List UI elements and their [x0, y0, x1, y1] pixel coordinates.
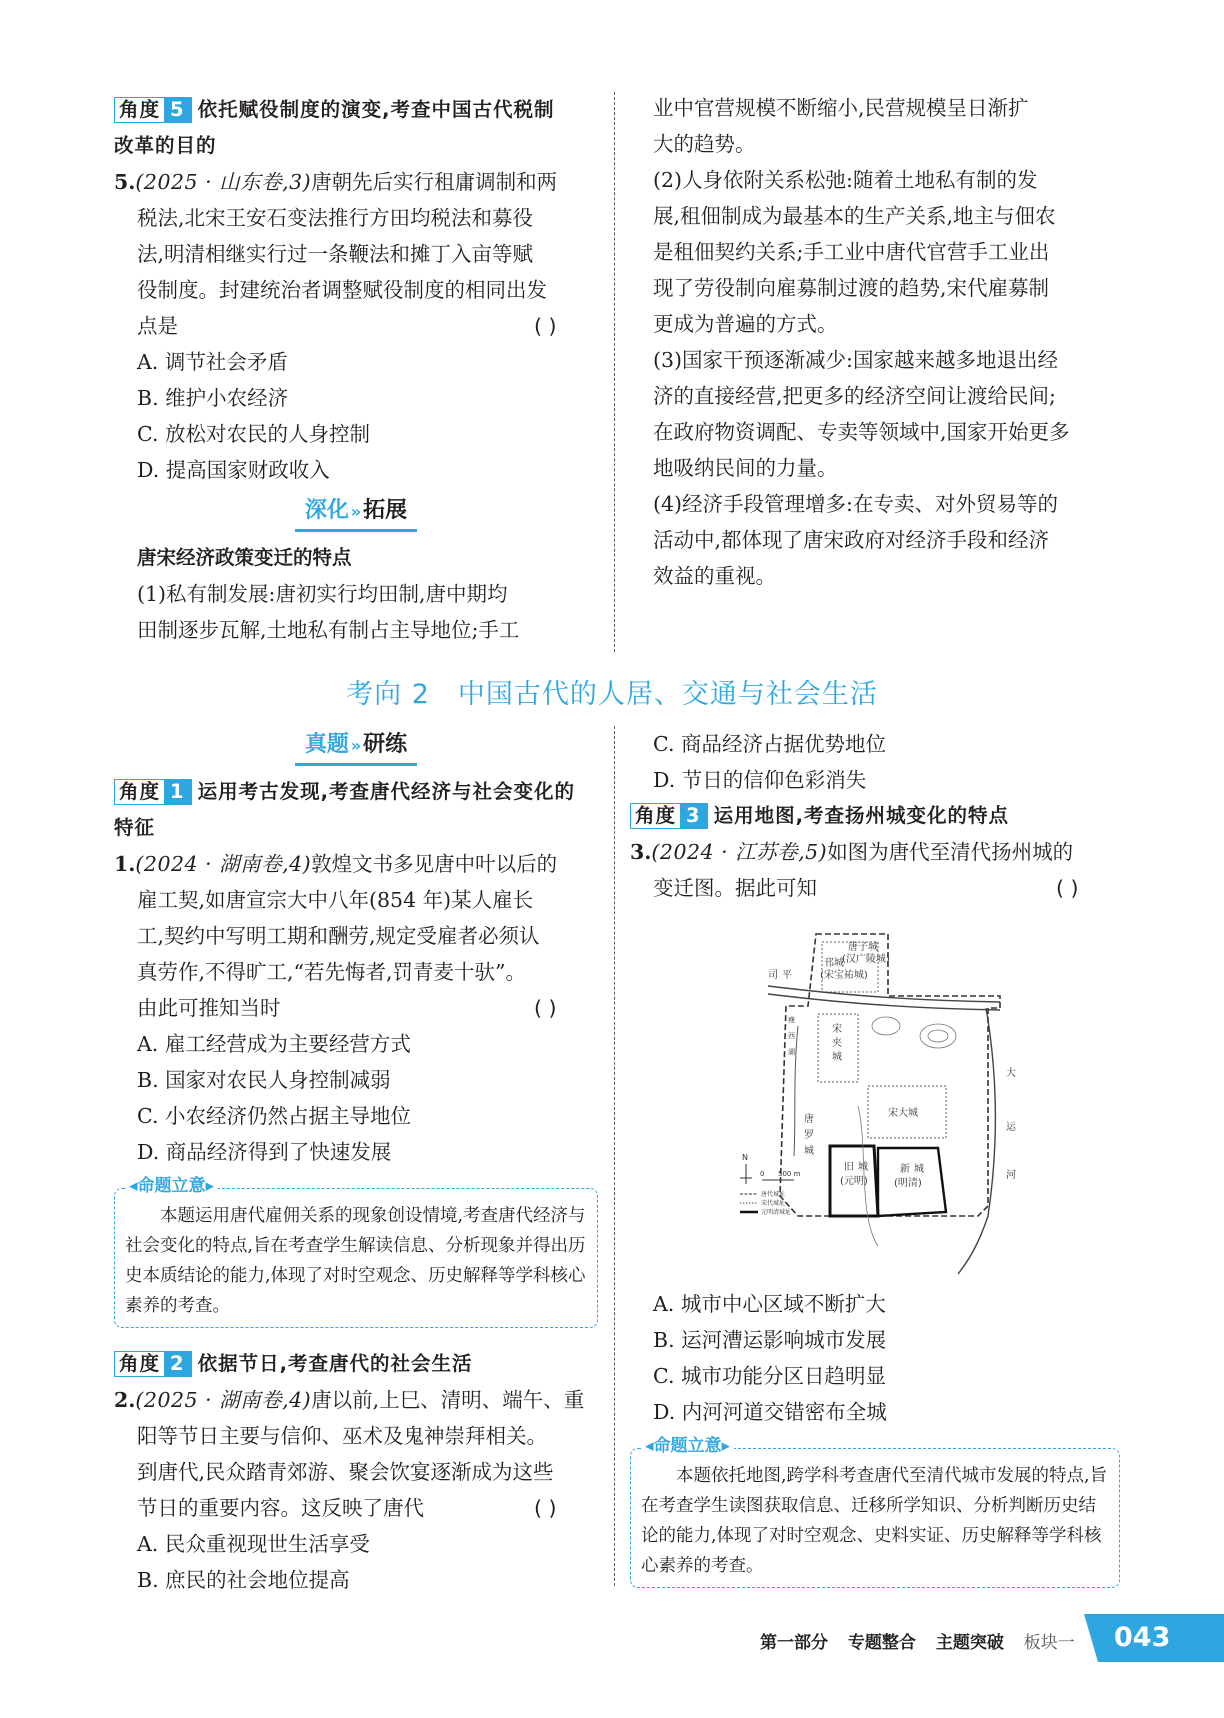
question-2-line-2: 阳等节日主要与信仰、巫术及鬼神崇拜相关。 — [137, 1424, 547, 1448]
bottom-left-column — [114, 728, 598, 1598]
deepen-cont-line-10: 在政府物资调配、专卖等领域中,国家开始更多 — [653, 420, 1070, 444]
note-tag: ◂命题立意▸ — [641, 1435, 734, 1457]
map-label-tang2: 罗 — [804, 1130, 814, 1141]
deepen-extend-heading: 深化 »拓展 — [114, 494, 598, 532]
question-3-line-1: 3.(2024 · 江苏卷,5)如图为唐代至清代扬州城的 — [630, 840, 1074, 864]
answer-paren: ( ) — [1056, 876, 1079, 900]
page-number: 043 — [1098, 1614, 1224, 1662]
map-label-song-baoyou: (宋宝祐城) — [820, 970, 868, 981]
question-2-line-4: 节日的重要内容。这反映了唐代 ( ) — [114, 1490, 598, 1526]
map-label-song-jia2: 夹 — [832, 1038, 842, 1049]
svg-text:宋代城址: 宋代城址 — [761, 1200, 786, 1207]
footer-topic: 专题整合 — [847, 1633, 916, 1653]
deepen-cont-line-6: 现了劳役制向雇募制过渡的趋势,宋代雇募制 — [653, 276, 1050, 300]
question-5-line-4: 役制度。封建统治者调整赋役制度的相同出发 — [137, 278, 547, 302]
answer-paren: ( ) — [534, 314, 557, 338]
deepen-cont-line-9: 济的直接经营,把更多的经济空间让渡给民间; — [653, 384, 1056, 408]
top-left-column — [114, 92, 598, 648]
map-label-ping: 平 — [782, 970, 792, 981]
svg-text:唐代城址: 唐代城址 — [761, 1191, 786, 1198]
deepen-cont-line-2: 大的趋势。 — [653, 132, 756, 156]
question-2-option-a: A. 民众重视现世生活享受 — [137, 1532, 370, 1556]
map-label-tang3: 城 — [804, 1146, 814, 1157]
angle-3-badge: 角度 3 — [630, 803, 708, 829]
map-label-canal2: 运 — [1006, 1122, 1016, 1133]
deepen-cont-line-4: 展,租佃制成为最基本的生产关系,地主与佃农 — [653, 204, 1056, 228]
footer-part: 第一部分 — [760, 1633, 828, 1653]
question-5-line-3: 法,明清相继实行过一条鞭法和摊丁入亩等赋 — [137, 242, 534, 266]
map-label-shou1: 瘦 — [788, 1016, 795, 1024]
deepen-cont-line-12: (4)经济手段管理增多:在专卖、对外贸易等的 — [653, 492, 1058, 516]
map-label-xin2: 城 — [914, 1164, 924, 1175]
answer-paren: ( ) — [534, 1496, 557, 1520]
contour — [928, 1030, 948, 1042]
question-2-option-c: C. 商品经济占据优势地位 — [653, 732, 886, 756]
river-line — [768, 986, 1000, 1002]
map-label-han-ling: (汉广陵城) — [842, 954, 890, 965]
angle-5-badge: 角度 5 — [114, 97, 192, 123]
footer-break: 主题突破 — [935, 1633, 1004, 1653]
angle-5-heading-cont: 改革的目的 — [114, 134, 217, 157]
deepen-line-2: 田制逐步瓦解,土地私有制占主导地位;手工 — [137, 618, 520, 642]
question-3-line-2: 变迁图。据此可知 ( ) — [630, 870, 1120, 906]
map-label-jiu1: 旧 — [844, 1162, 854, 1173]
answer-paren: ( ) — [534, 996, 557, 1020]
svg-text:N: N — [742, 1153, 748, 1162]
north-arrow — [740, 1153, 752, 1184]
question-1-line-4: 真劳作,不得旷工,“若先悔者,罚青麦十驮”。 — [137, 960, 527, 984]
question-1-line-1: 1.(2024 · 湖南卷,4)敦煌文书多见唐中叶以后的 — [114, 852, 558, 876]
note-box-3 — [630, 1436, 1120, 1588]
map-legend — [740, 1190, 791, 1216]
map-label-canal1: 大 — [1006, 1068, 1016, 1079]
angle-1-heading: 角度 1 运用考古发现,考查唐代经济与社会变化的 — [114, 774, 598, 810]
svg-text:500 m: 500 m — [778, 1170, 801, 1178]
svg-text:0: 0 — [760, 1170, 765, 1178]
deepen-title: 唐宋经济政策变迁的特点 — [137, 546, 352, 569]
angle-2-heading: 角度 2 依据节日,考查唐代的社会生活 — [114, 1346, 598, 1382]
note-text: 本题依托地图,跨学科考查唐代至清代城市发展的特点,旨在考查学生读图获取信息、迁移所学知识、分析判断历史结论的能力,体现了对时空观念、史料实证、历史解释等学科核心素养的考查。 — [641, 1466, 1108, 1576]
question-5-option-c: C. 放松对农民的人身控制 — [137, 422, 370, 446]
angle-1-badge: 角度 1 — [114, 779, 192, 805]
column-divider-bottom — [614, 726, 615, 1586]
map-label-shou2: 西 — [788, 1032, 795, 1040]
map-label-yancheng: 邗城 — [824, 958, 844, 969]
question-2-option-b: B. 庶民的社会地位提高 — [137, 1568, 350, 1592]
question-1-option-c: C. 小农经济仍然占据主导地位 — [137, 1104, 411, 1128]
tang-city-outline — [780, 934, 1000, 1216]
question-3-option-b: B. 运河漕运影响城市发展 — [653, 1328, 887, 1352]
map-label-tang1: 唐 — [804, 1114, 814, 1125]
deepen-cont-line-5: 是租佃契约关系;手工业中唐代官营手工业出 — [653, 240, 1050, 264]
note-box-1 — [114, 1176, 598, 1328]
map-label-xin1: 新 — [900, 1164, 910, 1175]
real-exam-heading: 真题 »研练 — [114, 728, 598, 766]
map-label-song-da: 宋大城 — [888, 1108, 918, 1119]
question-5-option-a: A. 调节社会矛盾 — [137, 350, 288, 374]
page-footer — [760, 1628, 1089, 1653]
question-5-line-2: 税法,北宋王安石变法推行方田均税法和募役 — [137, 206, 534, 230]
question-2-line-3: 到唐代,民众踏青郊游、聚会饮宴逐渐成为这些 — [137, 1460, 554, 1484]
yangzhou-map — [738, 916, 1030, 1276]
question-5-option-b: B. 维护小农经济 — [137, 386, 289, 410]
svg-text:元明清城址: 元明清城址 — [761, 1209, 792, 1216]
map-label-song-jia3: 城 — [832, 1052, 842, 1063]
bottom-right-column — [630, 726, 1120, 1588]
question-3-option-d: D. 内河河道交错密布全城 — [653, 1400, 887, 1424]
column-divider-top — [614, 92, 615, 652]
question-1-option-a: A. 雇工经营成为主要经营方式 — [137, 1032, 411, 1056]
note-text: 本题运用唐代雇佣关系的现象创设情境,考查唐代经济与社会变化的特点,旨在考查学生解读信息、分析现象并得出历史本质结论的能力,体现了对时空观念、历史解释等学科核心素养的考查。 — [125, 1206, 586, 1316]
deepen-cont-line-13: 活动中,都体现了唐宋政府对经济手段和经济 — [653, 528, 1050, 552]
question-5-option-d: D. 提高国家财政收入 — [137, 458, 330, 482]
question-5-line-1: 5.(2025 · 山东卷,3)唐朝先后实行租庸调制和两 — [114, 170, 558, 194]
question-1-option-b: B. 国家对农民人身控制减弱 — [137, 1068, 391, 1092]
map-label-si: 司 — [768, 970, 778, 981]
deepen-cont-line-11: 地吸纳民间的力量。 — [653, 456, 838, 480]
question-2-line-1: 2.(2025 · 湖南卷,4)唐以前,上巳、清明、端午、重 — [114, 1388, 585, 1412]
question-1-line-2: 雇工契,如唐宣宗大中八年(854 年)某人雇长 — [137, 888, 534, 912]
contour — [872, 1017, 900, 1035]
shouxihu-line — [794, 1026, 798, 1156]
deepen-cont-line-1: 业中官营规模不断缩小,民营规模呈日渐扩 — [653, 96, 1029, 120]
map-label-tang-zicheng: 唐子城 — [848, 942, 878, 953]
contour — [920, 1024, 956, 1048]
question-5-line-5: 点是 ( ) — [114, 308, 598, 344]
map-label-jiu2: 城 — [858, 1162, 868, 1173]
deepen-line-1: (1)私有制发展:唐初实行均田制,唐中期均 — [137, 582, 508, 606]
question-2-option-d: D. 节日的信仰色彩消失 — [653, 768, 867, 792]
question-3-option-c: C. 城市功能分区日趋明显 — [653, 1364, 886, 1388]
deepen-cont-line-14: 效益的重视。 — [653, 564, 776, 588]
angle-3-heading: 角度 3 运用地图,考查扬州城变化的特点 — [630, 798, 1120, 834]
note-tag: ◂命题立意▸ — [125, 1175, 218, 1197]
map-label-song-jia1: 宋 — [832, 1024, 842, 1035]
question-3-option-a: A. 城市中心区域不断扩大 — [653, 1292, 886, 1316]
map-label-canal3: 河 — [1006, 1170, 1016, 1181]
deepen-cont-line-8: (3)国家干预逐渐减少:国家越来越多地退出经 — [653, 348, 1058, 372]
canal-line — [958, 1008, 995, 1274]
question-1-option-d: D. 商品经济得到了快速发展 — [137, 1140, 392, 1164]
question-1-line-3: 工,契约中写明工期和酬劳,规定受雇者必须认 — [137, 924, 540, 948]
section-title: 考向 2 中国古代的人居、交通与社会生活 — [346, 679, 878, 710]
top-right-column — [653, 90, 1119, 594]
deepen-cont-line-3: (2)人身依附关系松弛:随着土地私有制的发 — [653, 168, 1038, 192]
angle-5-heading: 角度 5 依托赋役制度的演变,考查中国古代税制 — [114, 92, 598, 128]
deepen-cont-line-7: 更成为普遍的方式。 — [653, 312, 838, 336]
map-label-shou3: 湖 — [788, 1048, 795, 1056]
angle-2-badge: 角度 2 — [114, 1351, 192, 1377]
map-label-yuanming: (元明) — [840, 1176, 868, 1187]
map-label-xinqing: (明清) — [894, 1178, 922, 1189]
footer-block: 板块一 — [1023, 1633, 1075, 1653]
question-1-line-5: 由此可推知当时 ( ) — [114, 990, 598, 1026]
angle-1-heading-cont: 特征 — [114, 816, 156, 839]
